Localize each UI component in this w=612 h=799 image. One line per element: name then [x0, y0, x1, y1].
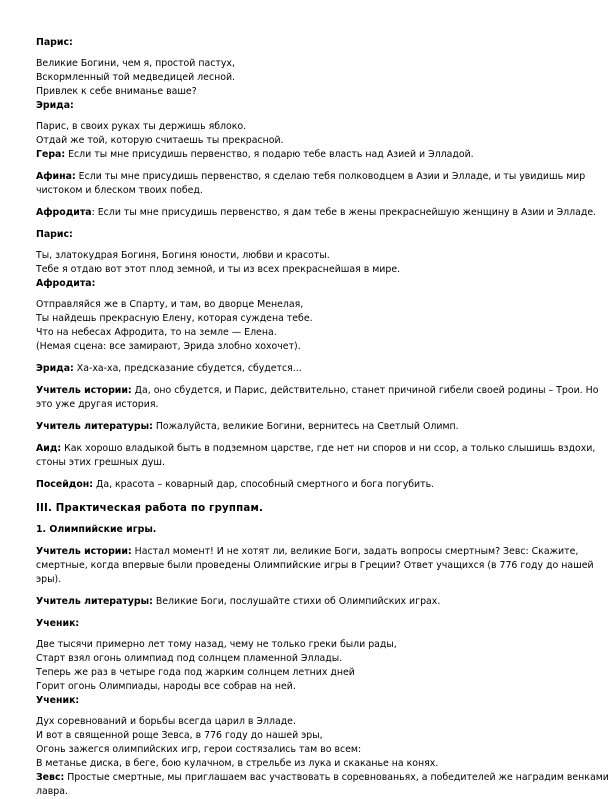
verse-line: Вскормленный той медведицей лесной. [36, 72, 236, 83]
speaker-literature-teacher: Учитель литературы: [36, 596, 153, 607]
paragraph-history-teacher [36, 545, 581, 559]
speaker-literature-teacher: Учитель литературы: [36, 421, 153, 432]
speaker-student: Ученик: [36, 618, 80, 629]
paragraph-poseidon [36, 478, 581, 492]
verse-line: Теперь же раз в четыре года под жарким солнцем летних дней [36, 667, 355, 678]
replica-text: лавра. [36, 786, 68, 797]
speaker-erida: Эрида: [36, 363, 74, 374]
replica-text: чистоком и блеском твоих побед. [36, 185, 203, 196]
speaker-hera: Гера: [36, 149, 66, 160]
verse-line: Дух соревнований и борьбы всегда царил в Элладе. [36, 716, 296, 727]
replica-text: стоны этих грешных душ. [36, 457, 165, 468]
verse-line: И вот в священной роще Зевса, в 776 году до нашей эры, [36, 730, 323, 741]
speaker-student: Ученик: [36, 695, 80, 706]
paragraph-hades [36, 442, 596, 456]
replica-text: : Если ты мне присудишь первенство, я дам тебе в жены прекраснейшую женщину в Азии и Элладе. [91, 207, 597, 218]
verse-line: Великие Богини, чем я, простой пастух, [36, 58, 235, 69]
subsection-heading: 1. Олимпийские игры. [36, 524, 157, 535]
replica-text: Настал момент! И не хотят ли, великие Боги, задать вопросы смертным? Зевс: Скажите, [131, 546, 579, 557]
verse-line: Отправляйся же в Спарту, и там, во дворце Менелая, [36, 299, 304, 310]
verse-line: Ты найдешь прекрасную Елену, которая суждена тебе. [36, 313, 313, 324]
verse-line: Огонь зажегся олимпийских игр, герои состязались там во всем: [36, 744, 362, 755]
paragraph-erida [36, 362, 581, 376]
speaker-paris: Парис: [36, 229, 73, 240]
paragraph-history-teacher [36, 384, 599, 398]
speaker-paris: Парис: [36, 37, 73, 48]
replica-text: Если ты мне присудишь первенство, я сделаю тебя полководцем в Азии и Элладе, и ты увидишь мир [75, 171, 586, 182]
speaker-history-teacher: Учитель истории: [36, 546, 132, 557]
paragraph-literature-teacher [36, 595, 581, 609]
paragraph-literature-teacher [36, 420, 581, 434]
replica-text: Если ты мне присудишь первенство, я подарю тебе власть над Азией и Элладой. [65, 149, 474, 160]
paragraph-aphrodite [36, 206, 597, 220]
stage-direction: (Немая сцена: все замирают, Эрида злобно хохочет). [36, 341, 301, 352]
verse-line: Привлек к себе вниманье ваше? [36, 86, 197, 97]
replica-text: смертные, когда впервые были проведены Олимпийские игры в Греции? Ответ учащихся (в 776 году до нашей [36, 560, 594, 571]
speaker-history-teacher: Учитель истории: [36, 385, 132, 396]
document-page [36, 36, 609, 799]
verse-line: Ты, златокудрая Богиня, Богиня юности, любви и красоты. [36, 250, 330, 261]
verse-line: Горит огонь Олимпиады, народы все собрав на ней. [36, 681, 296, 692]
verse-line: Что на небесах Афродита, то на земле — Елена. [36, 327, 277, 338]
speaker-erida: Эрида: [36, 100, 74, 111]
speaker-aphrodite: Афродита: [36, 278, 96, 289]
paragraph-athena [36, 170, 586, 184]
verse-line: Отдай же той, которую считаешь ты прекрасной. [36, 135, 284, 146]
speaker-poseidon: Посейдон: [36, 479, 94, 490]
speaker-hades: Аид: [36, 443, 62, 454]
speaker-athena: Афина: [36, 171, 76, 182]
speaker-zeus: Зевс: [36, 772, 65, 783]
section-heading: III. Практическая работа по группам. [36, 503, 264, 514]
replica-text: это уже другая история. [36, 399, 159, 410]
verse-line: Тебе я отдаю вот этот плод земной, и ты из всех прекраснейшая в мире. [36, 264, 401, 275]
replica-text: Да, оно сбудется, и Парис, действительно, станет причиной гибели своей родины – Трои. Но [131, 385, 599, 396]
verse-line: Две тысячи примерно лет тому назад, чему не только греки были рады, [36, 639, 397, 650]
replica-text: Великие Боги, послушайте стихи об Олимпийских играх. [152, 596, 441, 607]
replica-text: Простые смертные, мы приглашаем вас участвовать в соревнованьях, а победителей же наградим венками [64, 772, 609, 783]
verse-line: Парис, в своих руках ты держишь яблоко. [36, 121, 247, 132]
replica-text: Пожалуйста, великие Богини, вернитесь на Светлый Олимп. [152, 421, 459, 432]
paragraph-hera [36, 148, 581, 162]
verse-line: Старт взял огонь олимпиад под солнцем пламенной Эллады. [36, 653, 343, 664]
speaker-aphrodite: Афродита [36, 207, 92, 218]
replica-text: Ха-ха-ха, предсказание сбудется, сбудется... [73, 363, 302, 374]
verse-line: В метанье диска, в беге, бою кулачном, в стрельбе из лука и скаканье на конях. [36, 758, 439, 769]
paragraph-zeus [36, 771, 609, 785]
replica-text: Как хорошо владыкой быть в подземном царстве, где нет ни споров и ни ссор, а только слышишь вздохи, [61, 443, 596, 454]
replica-text: Да, красота – коварный дар, способный смертного и бога погубить. [93, 479, 435, 490]
replica-text: эры). [36, 574, 62, 585]
